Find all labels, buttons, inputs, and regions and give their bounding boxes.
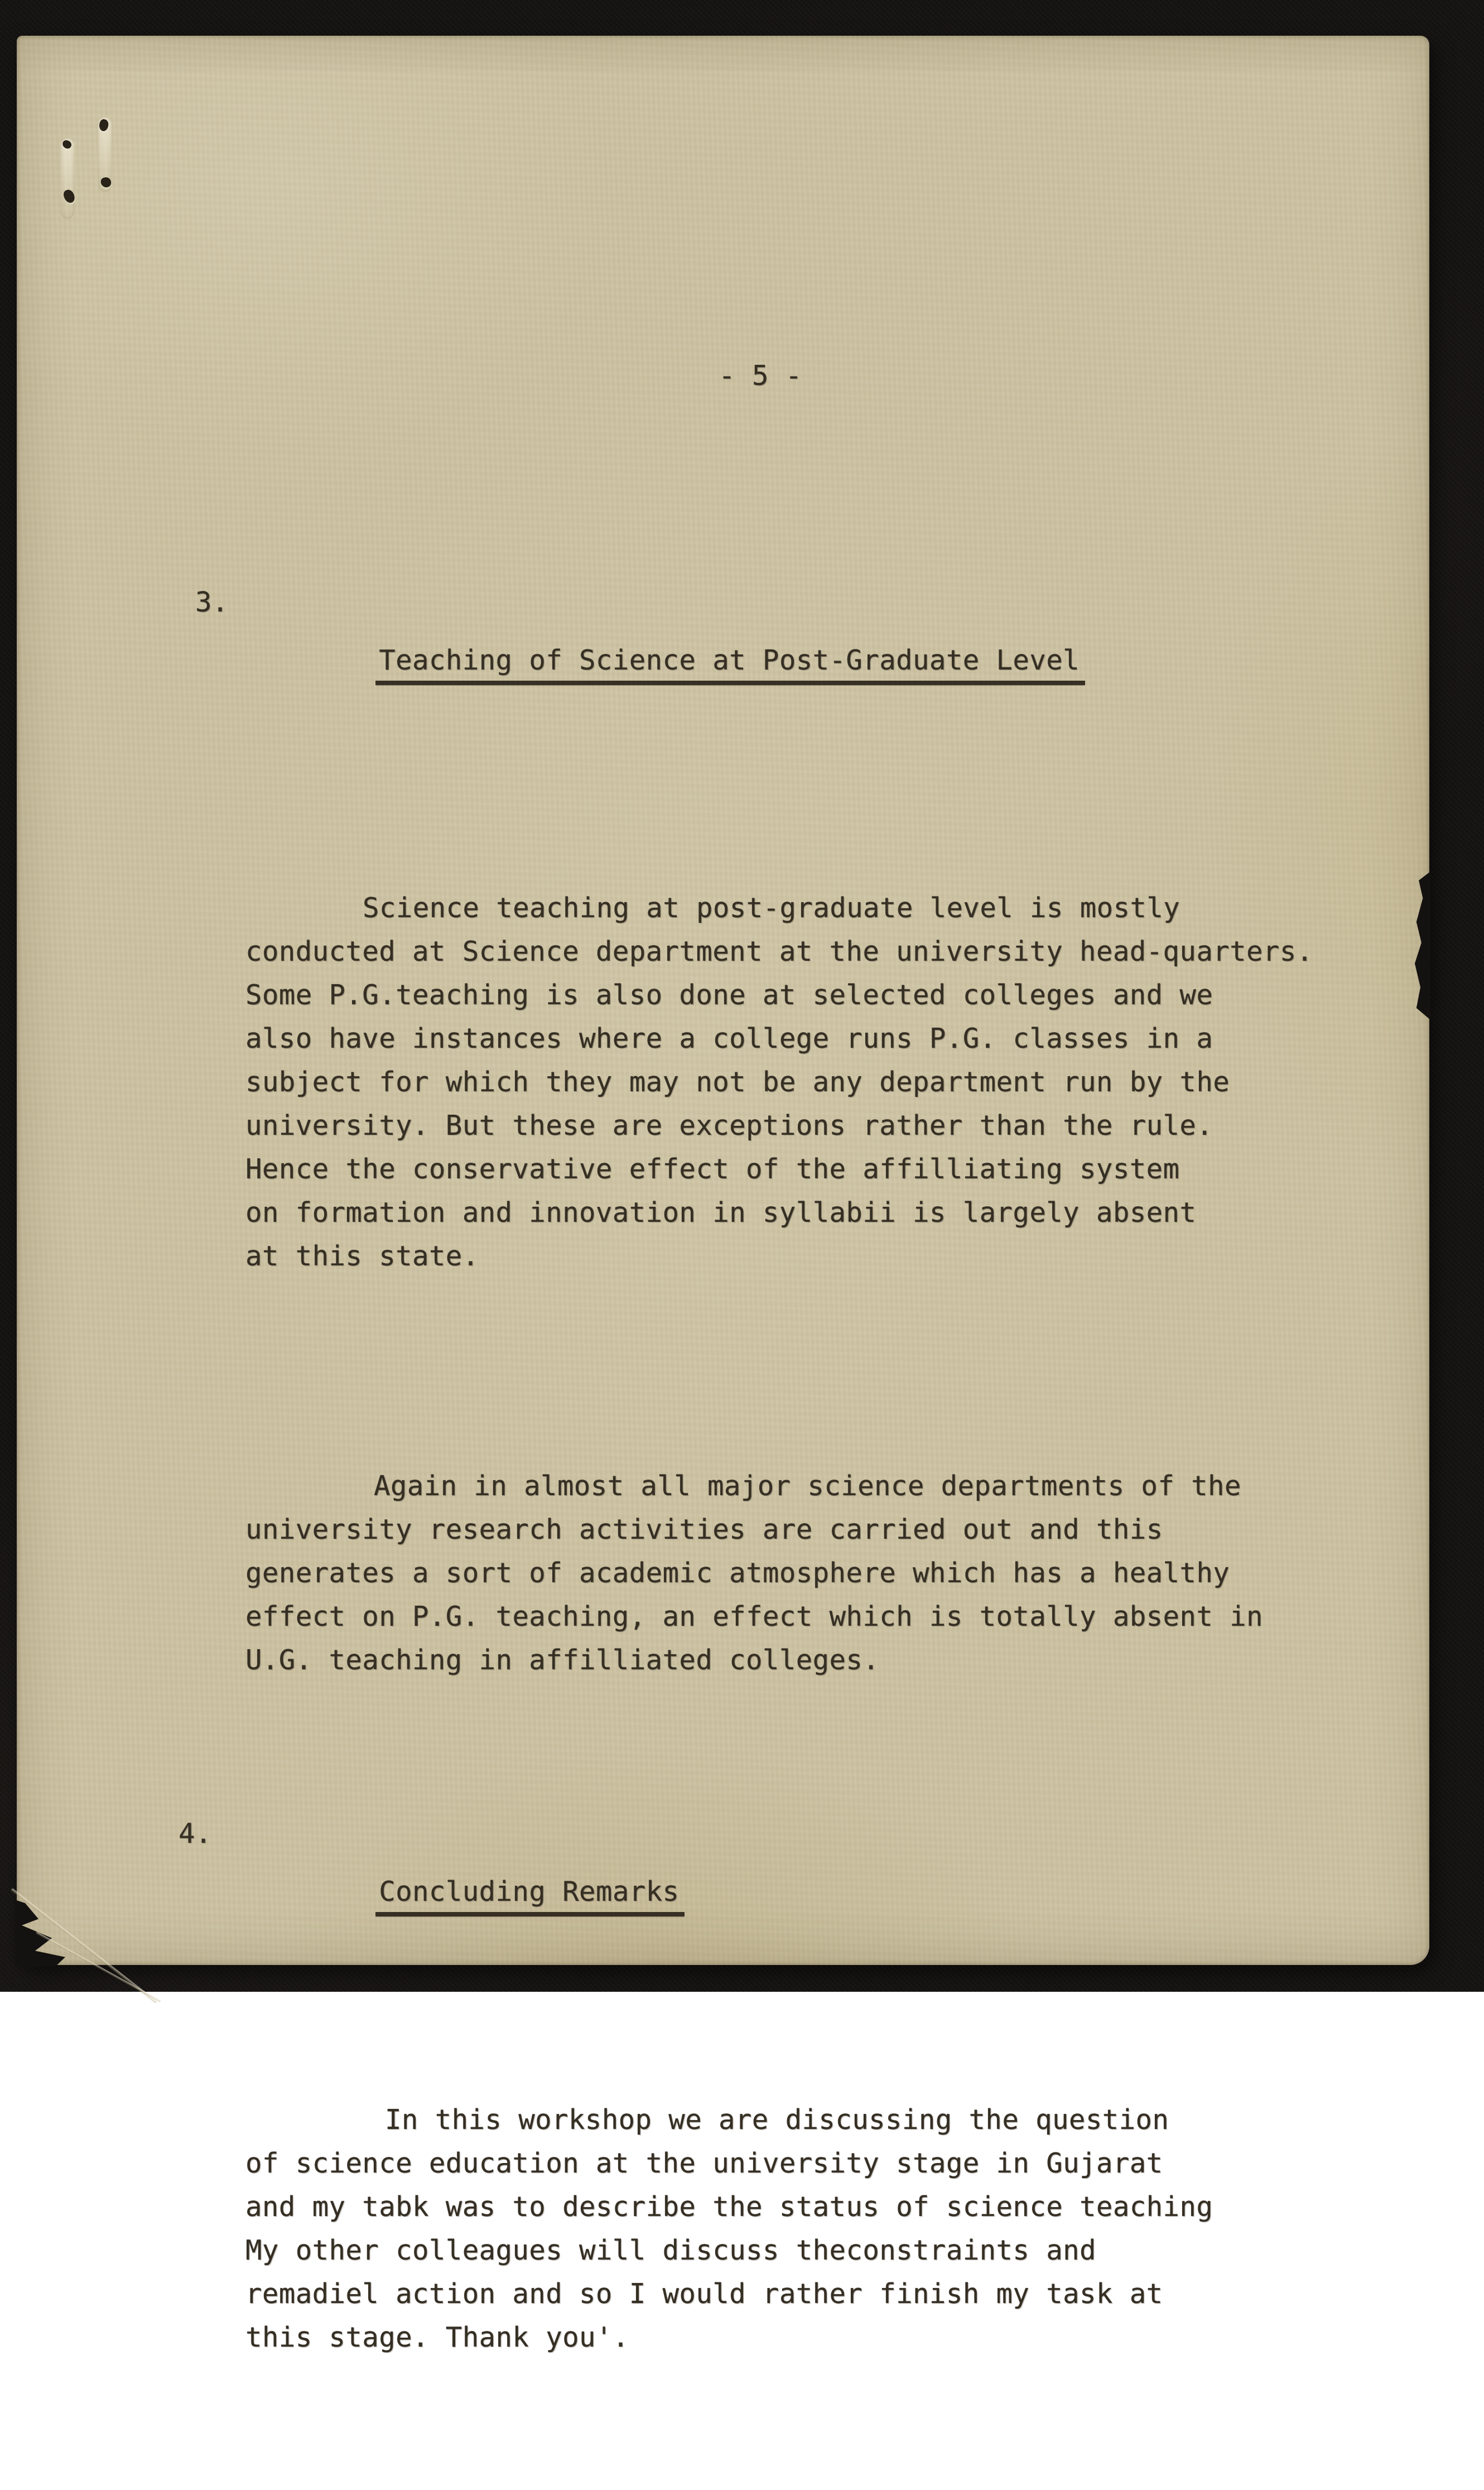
text-line: this stage. Thank you'. [245, 2322, 629, 2353]
text-line: Science teaching at post-graduate level is mostly [363, 892, 1181, 924]
text-line: Some P.G.teaching is also done at selected colleges and we [245, 979, 1213, 1011]
text-line: My other colleagues will discuss theconstraints and [245, 2234, 1096, 2266]
text-line: and my tabk was to describe the status of science teaching [245, 2191, 1213, 2223]
section-number: 4. [179, 1818, 212, 1850]
text-line: generates a sort of academic atmosphere which has a healthy [245, 1557, 1230, 1589]
section-heading-4 [179, 1818, 1311, 1945]
text-line: subject for which they may not be any department run by the [245, 1066, 1230, 1098]
typewritten-content [179, 36, 1313, 2490]
section-title: Concluding Remarks [375, 1877, 685, 1916]
section-title: Teaching of Science at Post-Graduate Level [375, 646, 1085, 685]
paragraph [245, 2098, 1311, 2359]
text-line: remadiel action and so I would rather finish my task at [245, 2278, 1163, 2310]
section-heading-3 [195, 586, 1311, 714]
document-page [17, 36, 1429, 2353]
text-line: conducted at Science department at the university head-quarters. [245, 936, 1313, 967]
bottom-left-crease [36, 1932, 161, 2002]
bottom-left-torn-corner [15, 1808, 182, 1967]
text-line: university. But these are exceptions rather than the rule. [245, 1110, 1213, 1142]
section-number: 3. [195, 586, 229, 618]
right-edge-tear [1410, 871, 1430, 1020]
text-line: of science education at the university stage in Gujarat [245, 2147, 1163, 2179]
paragraph [245, 1465, 1311, 1682]
text-line: university research activities are carried out and this [245, 1514, 1163, 1545]
text-line: U.G. teaching in affilliated colleges. [245, 1644, 880, 1676]
text-line: Again in almost all major science departments of the [374, 1470, 1241, 1502]
text-line: effect on P.G. teaching, an effect which is totally absent in [245, 1601, 1263, 1632]
page-number: - 5 - [719, 360, 802, 392]
text-line: on formation and innovation in syllabii is largely absent [245, 1197, 1197, 1229]
text-line: at this state. [245, 1240, 479, 1272]
text-line: also have instances where a college runs P.G. classes in a [245, 1023, 1213, 1054]
staple-mark-left [61, 138, 74, 219]
text-line: In this workshop we are discussing the question [385, 2104, 1169, 2136]
paragraph [245, 887, 1311, 1278]
text-line: Hence the conservative effect of the affilliating system [245, 1153, 1180, 1185]
